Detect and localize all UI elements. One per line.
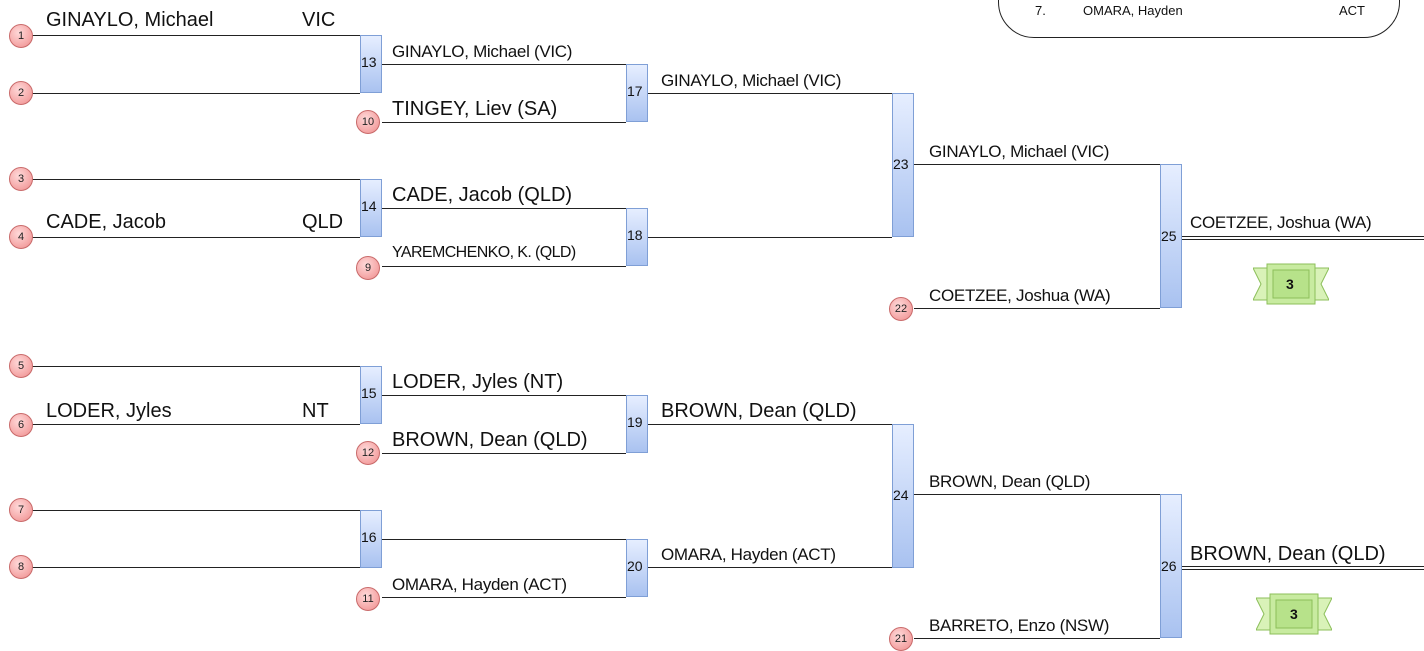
match-number-18: 18: [627, 227, 643, 243]
player-state-seed-4: QLD: [302, 211, 344, 233]
slot-line-m25-b: [1182, 239, 1424, 240]
match-24-winner: BROWN, Dean (QLD): [929, 472, 1091, 491]
slot-line-m26-b: [1182, 569, 1424, 570]
match-number-15: 15: [361, 385, 377, 401]
place-ribbon-number: 3: [1290, 606, 1298, 622]
match-number-26: 26: [1161, 558, 1177, 574]
slot-line-m14-top: [382, 208, 626, 209]
slot-line-m14-bottom: [382, 266, 626, 267]
slot-line-m24-bye: [914, 638, 1160, 639]
slot-line-6: [32, 424, 360, 425]
match-number-17: 17: [627, 83, 643, 99]
match-number-16: 16: [361, 529, 377, 545]
match-13-top-player: GINAYLO, Michael (VIC): [392, 42, 573, 61]
match-24-bye-player: BARRETO, Enzo (NSW): [929, 616, 1110, 635]
match-14-top-player: CADE, Jacob (QLD): [392, 184, 573, 206]
match-26-winner: BROWN, Dean (QLD): [1190, 543, 1386, 565]
match-13-bottom-player: TINGEY, Liev (SA): [392, 98, 558, 120]
slot-line-3: [32, 179, 360, 180]
match-number-14: 14: [361, 198, 377, 214]
slot-line-5: [32, 366, 360, 367]
match-25-winner: COETZEE, Joshua (WA): [1190, 213, 1372, 232]
seed-badge-6: 6: [9, 413, 33, 437]
match-19-winner: BROWN, Dean (QLD): [661, 400, 857, 422]
legend-row-name: OMARA, Hayden: [1083, 3, 1183, 18]
player-state-seed-1: VIC: [302, 9, 336, 31]
seeding-legend: [998, 0, 1400, 38]
seed-badge-8: 8: [9, 555, 33, 579]
player-name-seed-4: CADE, Jacob: [46, 211, 167, 233]
seed-badge-5: 5: [9, 354, 33, 378]
match-number-24: 24: [893, 487, 909, 503]
slot-line-m16-bottom: [382, 597, 626, 598]
seed-badge-3: 3: [9, 167, 33, 191]
player-name-seed-1: GINAYLO, Michael: [46, 9, 214, 31]
place-ribbon-number: 3: [1286, 276, 1294, 292]
match-23-bye-player: COETZEE, Joshua (WA): [929, 286, 1111, 305]
seed-badge-2: 2: [9, 81, 33, 105]
legend-row-state: ACT: [1339, 3, 1365, 18]
seed-badge-10: 10: [356, 110, 380, 134]
slot-line-m20: [648, 567, 892, 568]
slot-line-m23: [914, 164, 1160, 165]
seed-badge-4: 4: [9, 225, 33, 249]
slot-line-2: [32, 93, 360, 94]
match-number-25: 25: [1161, 228, 1177, 244]
player-state-seed-6: NT: [302, 400, 329, 422]
match-17-winner: GINAYLO, Michael (VIC): [661, 71, 842, 90]
match-15-top-player: LODER, Jyles (NT): [392, 371, 564, 393]
slot-line-m19: [648, 424, 892, 425]
slot-line-m18: [648, 237, 892, 238]
seed-badge-12: 12: [356, 441, 380, 465]
seed-badge-22: 22: [889, 297, 913, 321]
slot-line-m17: [648, 93, 892, 94]
slot-line-m26: [1182, 566, 1424, 567]
player-name-seed-6: LODER, Jyles: [46, 400, 172, 422]
seed-badge-1: 1: [9, 24, 33, 48]
slot-line-m13-bottom: [382, 122, 626, 123]
slot-line-4: [32, 237, 360, 238]
match-14-bottom-player: YAREMCHENKO, K. (QLD): [392, 244, 576, 261]
slot-line-m23-bye: [914, 308, 1160, 309]
seed-badge-11: 11: [356, 587, 380, 611]
match-number-20: 20: [627, 558, 643, 574]
seed-badge-7: 7: [9, 498, 33, 522]
match-23-winner: GINAYLO, Michael (VIC): [929, 142, 1110, 161]
slot-line-m15-bottom: [382, 453, 626, 454]
slot-line-m13-top: [382, 64, 626, 65]
match-20-winner: OMARA, Hayden (ACT): [661, 545, 836, 564]
match-15-bottom-player: BROWN, Dean (QLD): [392, 429, 588, 451]
slot-line-m16-top: [382, 539, 626, 540]
slot-line-m15-top: [382, 395, 626, 396]
slot-line-m25: [1182, 236, 1424, 237]
seed-badge-9: 9: [356, 256, 380, 280]
legend-row-index: 7.: [1035, 3, 1046, 18]
slot-line-7: [32, 510, 360, 511]
slot-line-8: [32, 567, 360, 568]
slot-line-m24: [914, 494, 1160, 495]
match-16-bottom-player: OMARA, Hayden (ACT): [392, 575, 567, 594]
match-number-19: 19: [627, 414, 643, 430]
match-number-13: 13: [361, 54, 377, 70]
slot-line-1: [32, 35, 360, 36]
seed-badge-21: 21: [889, 627, 913, 651]
match-number-23: 23: [893, 156, 909, 172]
